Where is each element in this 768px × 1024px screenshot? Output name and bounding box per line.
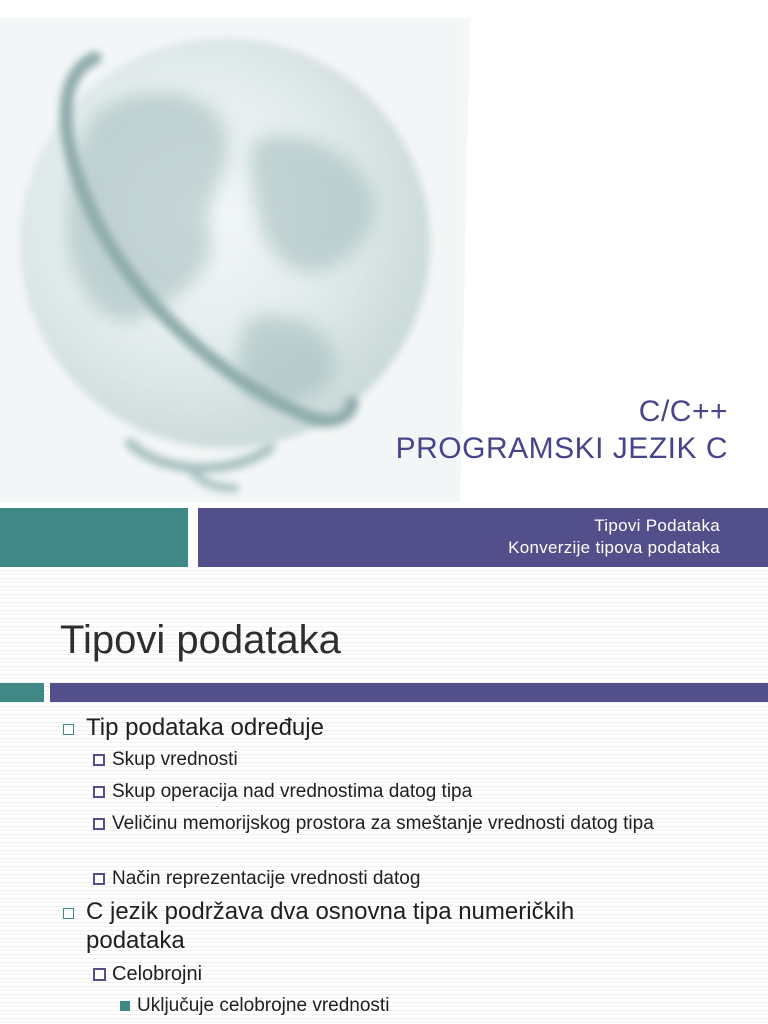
list-item: Veličinu memorijskog prostora za smeštanje vrednosti datog tipa — [112, 813, 654, 834]
bullet-square-icon — [93, 754, 105, 766]
bullet-square-icon — [63, 724, 74, 735]
slide-title — [396, 394, 728, 468]
content-slide-title: Tipovi podataka — [60, 618, 341, 662]
list-item: Skup operacija nad vrednostima datog tipa — [112, 781, 473, 802]
list-item: Način reprezentacije vrednosti datog — [112, 868, 421, 889]
slide-subtitle — [508, 515, 720, 559]
subtitle-line-1: Tipovi Podataka — [594, 516, 720, 535]
accent-bar-teal-small — [0, 683, 44, 702]
accent-bar-purple — [50, 683, 768, 702]
title-line-1: C/C++ — [638, 395, 728, 428]
bullet-square-icon — [120, 1001, 130, 1011]
accent-bar-teal — [0, 508, 188, 567]
bullet-square-icon — [93, 968, 106, 981]
subtitle-line-2: Konverzije tipova podataka — [508, 538, 720, 557]
bullet-square-icon — [93, 818, 105, 830]
title-line-2: PROGRAMSKI JEZIK C — [395, 432, 728, 465]
content-slide — [0, 567, 768, 1024]
bullet-square-icon — [93, 786, 105, 798]
list-item: Tip podataka određuje — [86, 714, 324, 741]
list-item: Celobrojni — [112, 963, 203, 985]
bullet-square-icon — [93, 873, 105, 885]
bullet-square-icon — [63, 908, 74, 919]
list-item: C jezik podržava dva osnovna tipa numeričkih podataka — [86, 898, 575, 954]
list-item: Uključuje celobrojne vrednosti — [137, 995, 390, 1016]
list-item: Skup vrednosti — [112, 749, 238, 770]
